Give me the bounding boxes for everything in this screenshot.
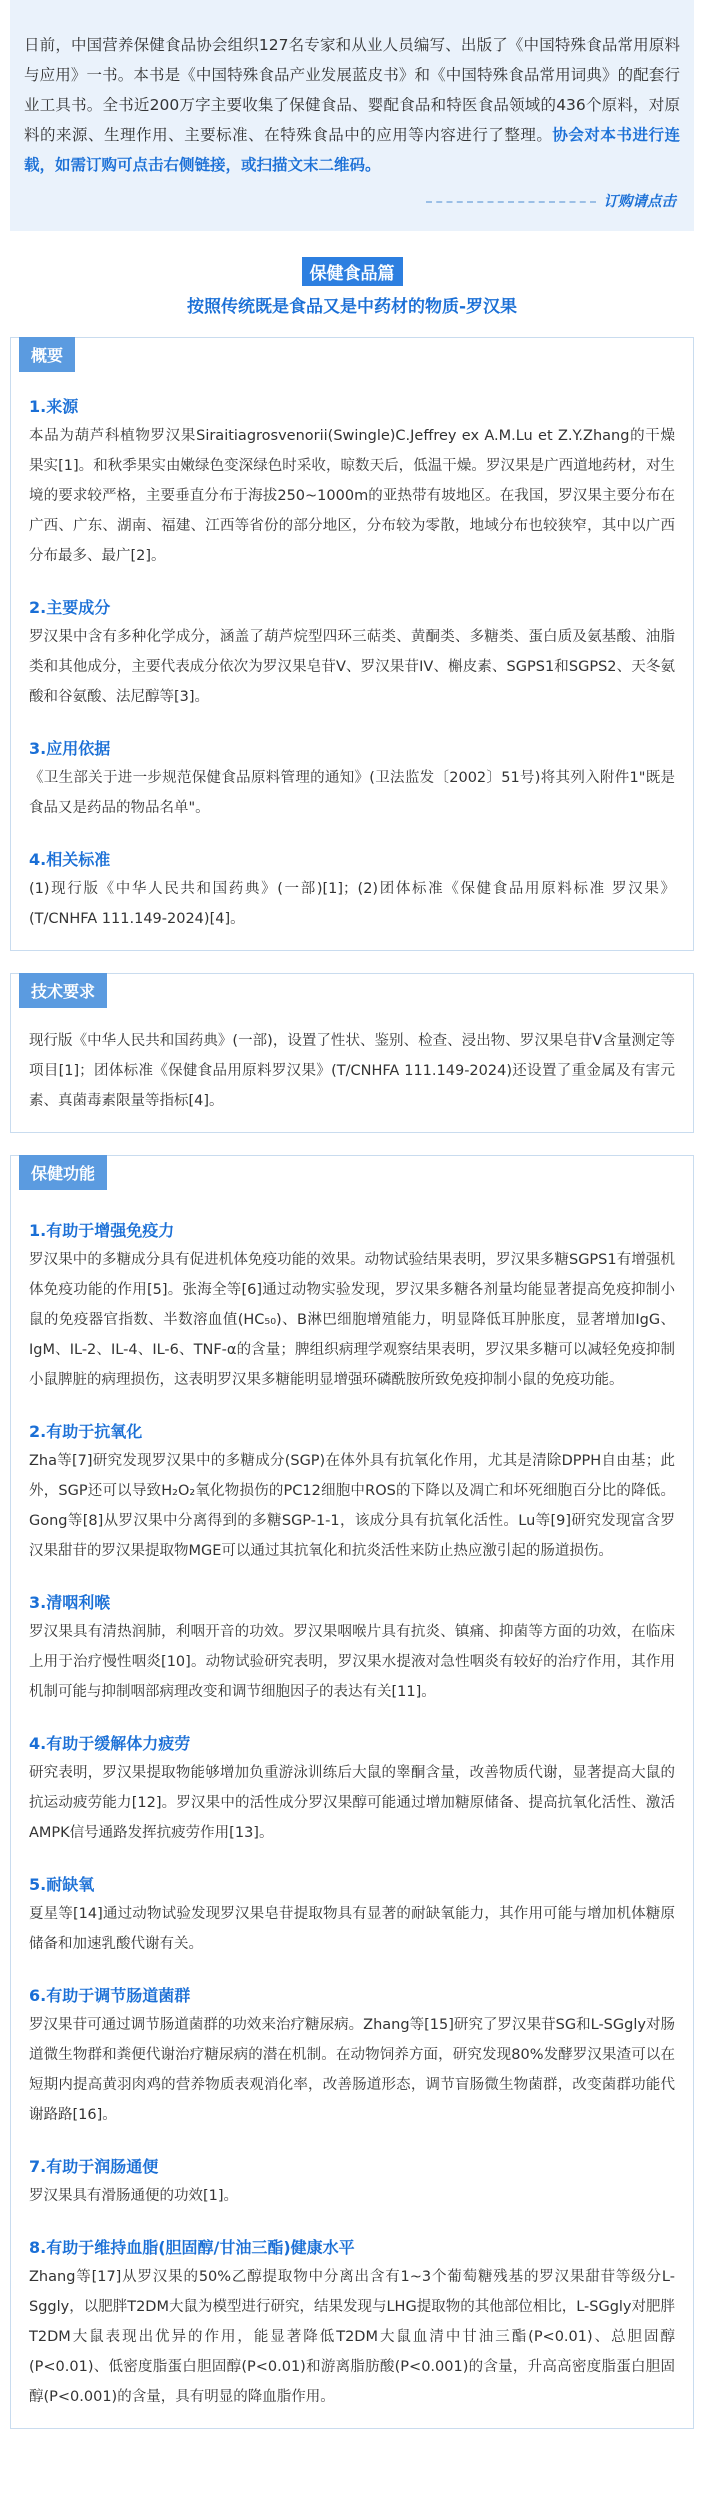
overview-section [29,847,675,934]
overview-section [29,595,675,712]
order-link[interactable]: 订购请点击 [603,194,676,210]
functions-panel [10,1155,694,2429]
section-title: 2.有助于抗氧化 [29,1422,143,1441]
section-title: 1.有助于增强免疫力 [29,1221,175,1240]
tech-panel [10,973,694,1133]
overview-section [29,394,675,571]
function-section [29,2154,675,2211]
section-title: 1.来源 [29,397,79,416]
section-text: Zhang等[17]从罗汉果的50%乙醇提取物中分离出含有1~3个葡萄糖残基的罗汉果甜苷等级分L-Sggly，以肥胖T2DM大鼠为模型进行研究，结果发现与LHG提取物的其他部位相比，L-SGgly对肥胖T2DM大鼠表现出优异的作用，能显著降低T2DM大鼠血清中甘油三酯(P<0.01)、总胆固醇(P<0.01)、低密度脂蛋白胆固醇(P<0.01)和游离脂肪酸(P<0.001)的含量，升高高密度脂蛋白胆固醇(P<0.001)的含量，具有明显的降血脂作用。 [29,2269,676,2405]
category-badge: 保健食品篇 [302,257,403,286]
function-section [29,1218,675,1395]
intro-text: 日前，中国营养保健食品协会组织127名专家和从业人员编写、出版了《中国特殊食品常用原料与应用》一书。本书是《中国特殊食品产业发展蓝皮书》和《中国特殊食品常用词典》的配套行业工具书。全书近200万字主要收集了保健食品、婴配食品和特医食品领域的436个原料，对原料的来源、生理作用、主要标准、在特殊食品中的应用等内容进行了整理。 [24,36,680,144]
section-text: 罗汉果中的多糖成分具有促进机体免疫功能的效果。动物试验结果表明，罗汉果多糖SGPS1有增强机体免疫功能的作用[5]。张海全等[6]通过动物实验发现，罗汉果多糖各剂量均能显著提高免疫抑制小鼠的免疫器官指数、半数溶血值(HC₅₀)、B淋巴细胞增殖能力，明显降低耳肿胀度，显著增加IgG、IgM、IL-2、IL-4、IL-6、TNF-α的含量；脾组织病理学观察结果表明，罗汉果多糖可以减轻免疫抑制小鼠脾脏的病理损伤，这表明罗汉果多糖能明显增强环磷酰胺所致免疫抑制小鼠的免疫功能。 [29,1252,675,1388]
section-title: 5.耐缺氧 [29,1875,95,1894]
article-title: 按照传统既是食品又是中药材的物质-罗汉果 [186,297,518,317]
tech-text: 现行版《中华人民共和国药典》(一部)，设置了性状、鉴别、检查、浸出物、罗汉果皂苷V含量测定等项目[1]；团体标准《保健食品用原料罗汉果》(T/CNHFA 111.149-2024)还设置了重金属及有害元素、真菌毒素限量等指标[4]。 [29,1033,675,1109]
section-title: 3.应用依据 [29,739,111,758]
section-text: 夏星等[14]通过动物试验发现罗汉果皂苷提取物具有显著的耐缺氧能力，其作用可能与增加机体糖原储备和加速乳酸代谢有关。 [29,1906,675,1952]
function-section [29,1983,675,2130]
function-section [29,2235,675,2412]
function-section [29,1419,675,1566]
section-title: 4.有助于缓解体力疲劳 [29,1734,191,1753]
dashed-divider [426,201,596,203]
section-title: 8.有助于维持血脂(胆固醇/甘油三酯)健康水平 [29,2238,355,2257]
section-title: 7.有助于润肠通便 [29,2157,159,2176]
section-text: 《卫生部关于进一步规范保健食品原料管理的通知》(卫法监发〔2002〕51号)将其列入附件1"既是食品又是药品的物品名单"。 [29,770,675,816]
section-text: (1)现行版《中华人民共和国药典》(一部)[1]；(2)团体标准《保健食品用原料标准 罗汉果》(T/CNHFA 111.149-2024)[4]。 [29,881,675,927]
overview-panel [10,337,694,951]
section-text: 研究表明，罗汉果提取物能够增加负重游泳训练后大鼠的睾酮含量，改善物质代谢，显著提高大鼠的抗运动疲劳能力[12]。罗汉果中的活性成分罗汉果醇可能通过增加糖原储备、提高抗氧化活性、激活AMPK信号通路发挥抗疲劳作用[13]。 [29,1765,675,1841]
overview-tag: 概要 [19,337,75,372]
functions-tag: 保健功能 [19,1155,107,1190]
section-title: 4.相关标准 [29,850,111,869]
tech-tag: 技术要求 [19,973,107,1008]
section-title: 6.有助于调节肠道菌群 [29,1986,191,2005]
article-header [0,257,704,317]
section-title: 3.清咽利喉 [29,1593,111,1612]
function-section [29,1590,675,1707]
section-text: 罗汉果中含有多种化学成分，涵盖了葫芦烷型四环三萜类、黄酮类、多糖类、蛋白质及氨基酸、油脂类和其他成分，主要代表成分依次为罗汉果皂苷V、罗汉果苷IV、槲皮素、SGPS1和SGPS2、天冬氨酸和谷氨酸、法尼醇等[3]。 [29,629,675,705]
order-line [24,180,680,221]
intro-box [10,0,694,231]
function-section [29,1731,675,1848]
section-text: 本品为葫芦科植物罗汉果Siraitiagrosvenorii(Swingle)C.Jeffrey ex A.M.Lu et Z.Y.Zhang的干燥果实[1]。和秋季果实由嫩绿色变深绿色时采收，晾数天后，低温干燥。罗汉果是广西道地药材，对生境的要求较严格，主要垂直分布于海拔250~1000m的亚热带有坡地区。在我国，罗汉果主要分布在广西、广东、湖南、福建、江西等省份的部分地区，分布较为零散，地域分布也较狭窄，其中以广西分布最多、最广[2]。 [29,428,675,564]
section-text: 罗汉果具有滑肠通便的功效[1]。 [29,2188,239,2204]
section-text: 罗汉果苷可通过调节肠道菌群的功效来治疗糖尿病。Zhang等[15]研究了罗汉果苷SG和L-SGgly对肠道微生物群和粪便代谢治疗糖尿病的潜在机制。在动物饲养方面，研究发现80%发酵罗汉果渣可以在短期内提高黄羽肉鸡的营养物质表观消化率，改善肠道形态，调节盲肠微生物菌群，改变菌群功能代谢路路[16]。 [29,2017,675,2123]
section-text: Zha等[7]研究发现罗汉果中的多糖成分(SGP)在体外具有抗氧化作用，尤其是清除DPPH自由基；此外，SGP还可以导致H₂O₂氧化物损伤的PC12细胞中ROS的下降以及凋亡和坏死细胞百分比的降低。Gong等[8]从罗汉果中分离得到的多糖SGP-1-1，该成分具有抗氧化活性。Lu等[9]研究发现富含罗汉果甜苷的罗汉果提取物MGE可以通过其抗氧化和抗炎活性来防止热应激引起的肠道损伤。 [29,1453,675,1559]
intro-highlight: 协会对本书进行连载，如需订购可点击右侧链接，或扫描文末二维码。 [24,126,680,174]
section-text: 罗汉果具有清热润肺，利咽开音的功效。罗汉果咽喉片具有抗炎、镇痛、抑菌等方面的功效，在临床上用于治疗慢性咽炎[10]。动物试验研究表明，罗汉果水提液对急性咽炎有较好的治疗作用，其作用机制可能与抑制咽部病理改变和调节细胞因子的表达有关[11]。 [29,1624,675,1700]
overview-section [29,736,675,823]
function-section [29,1872,675,1959]
section-title: 2.主要成分 [29,598,111,617]
